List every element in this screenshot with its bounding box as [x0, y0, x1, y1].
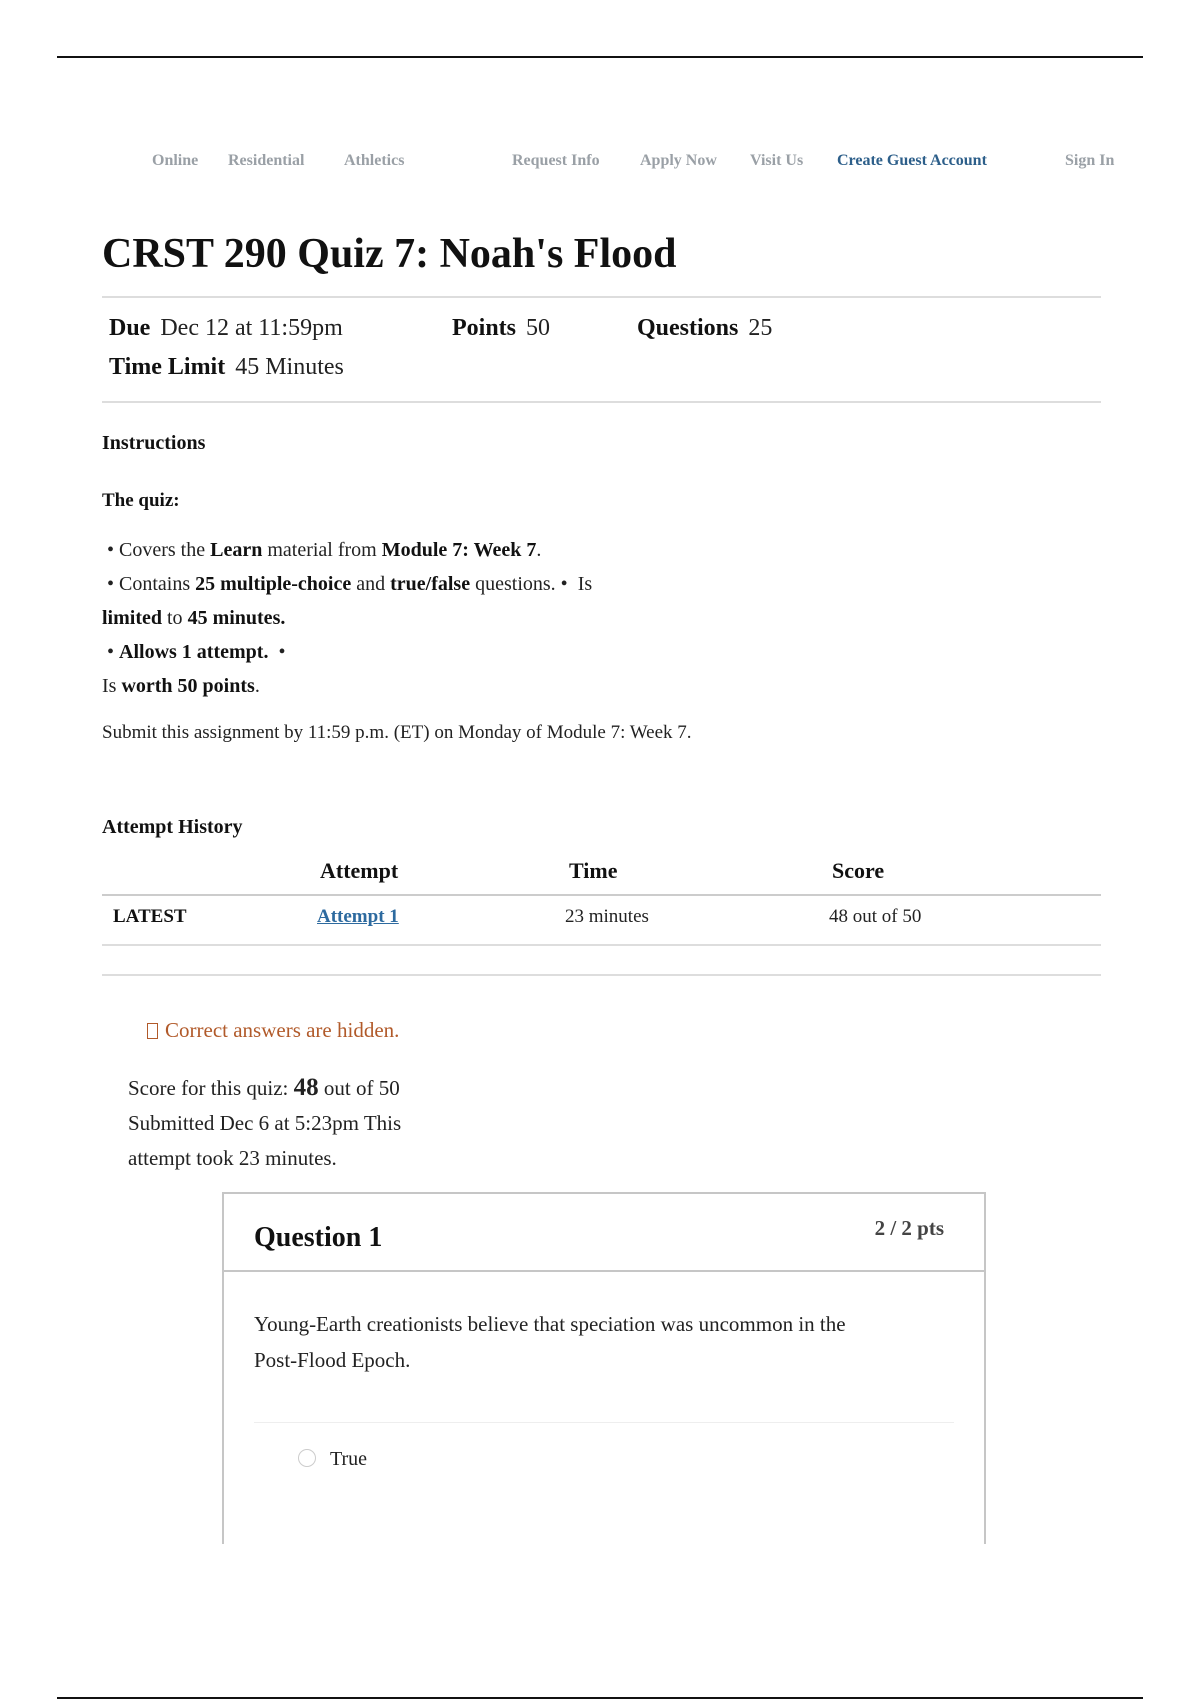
instructions-text: to: [167, 607, 183, 629]
instructions-emphasis: 25 multiple-choice: [195, 573, 352, 595]
list-item-continuation: [102, 601, 742, 635]
due-value: Dec 12 at 11:59pm: [160, 315, 343, 341]
instructions-heading: Instructions: [102, 432, 206, 454]
quiz-subheading: The quiz:: [102, 490, 180, 511]
latest-label: LATEST: [113, 906, 187, 927]
table-header-row: [102, 852, 1101, 896]
answer-label: True: [330, 1448, 368, 1470]
score-label: Score for this quiz:: [128, 1076, 289, 1100]
instructions-emphasis: true/false: [390, 573, 471, 595]
points-label: Points: [452, 315, 517, 341]
nav-online-link[interactable]: Online: [152, 152, 199, 169]
list-item: • Allows 1 attempt. •: [102, 641, 286, 663]
score-total: out of 50: [323, 1076, 400, 1100]
instructions-emphasis: Allows 1 attempt.: [119, 641, 269, 663]
submit-note: Submit this assignment by 11:59 p.m. (ET) on Monday of Module 7: Week 7.: [102, 722, 692, 743]
attempt-history-heading: Attempt History: [102, 816, 243, 838]
correct-answers-hidden-note: [147, 1018, 399, 1043]
list-item-continuation: Is worth 50 points.: [102, 675, 260, 697]
nav-athletics-link[interactable]: Athletics: [344, 152, 405, 169]
radio-button[interactable]: [298, 1449, 316, 1467]
results-divider: [102, 974, 1101, 976]
submitted-line: Submitted Dec 6 at 5:23pm This: [128, 1111, 402, 1135]
instructions-text: Contains: [119, 573, 191, 595]
instructions-emphasis: Learn: [210, 539, 263, 561]
score-line: [128, 1070, 458, 1106]
instructions-list: [102, 533, 742, 703]
instructions-emphasis: Module 7: Week 7: [381, 539, 537, 561]
instructions-text: questions.: [475, 573, 556, 595]
instructions-text: and: [356, 573, 386, 595]
nav-residential-link[interactable]: Residential: [228, 152, 305, 169]
due-label: Due: [109, 315, 151, 341]
missing-glyph-icon: [147, 1023, 158, 1039]
nav-request-info-link[interactable]: Request Info: [512, 152, 600, 169]
time-limit-field: [109, 354, 344, 381]
points-value: 50: [526, 315, 551, 341]
questions-label: Questions: [637, 315, 739, 341]
list-item: • Contains 25 multiple-choice and true/false questions. • Is: [102, 573, 593, 595]
answer-option-true[interactable]: [298, 1448, 367, 1471]
column-header-attempt: Attempt: [320, 858, 399, 883]
instructions-text: Is: [102, 675, 117, 697]
time-limit-value: 45 Minutes: [235, 354, 344, 380]
attempt-1-link[interactable]: Attempt 1: [317, 906, 399, 927]
instructions-emphasis: limited: [102, 607, 162, 629]
question-divider: [254, 1422, 954, 1423]
time-limit-label: Time Limit: [109, 354, 226, 380]
question-text: Young-Earth creationists believe that speciation was uncommon in the Post-Flood Epoch.: [254, 1312, 846, 1372]
nav-sign-in-link[interactable]: Sign In: [1065, 152, 1115, 169]
questions-value: 25: [748, 315, 773, 341]
hidden-note-text: Correct answers are hidden.: [165, 1018, 400, 1042]
question-header: [224, 1194, 984, 1272]
points-field: [452, 315, 550, 342]
instructions-text: material from: [267, 539, 377, 561]
question-card: [222, 1192, 986, 1544]
page-top-rule: [57, 56, 1143, 58]
attempt-history-table: [102, 852, 1101, 946]
title-divider: [102, 296, 1101, 298]
question-title: Question 1: [254, 1222, 383, 1253]
page-title: CRST 290 Quiz 7: Noah's Flood: [102, 231, 677, 277]
due-field: [109, 315, 343, 342]
list-item: • Covers the Learn material from Module 7: Week 7.: [102, 539, 542, 561]
instructions-emphasis: 45 minutes.: [187, 607, 286, 629]
nav-create-guest-account-link[interactable]: Create Guest Account: [837, 152, 987, 169]
attempt-score: 48 out of 50: [829, 906, 922, 927]
column-header-score: Score: [832, 858, 885, 883]
questions-field: [637, 315, 772, 342]
attempt-took-line: attempt took 23 minutes.: [128, 1146, 337, 1170]
meta-divider: [102, 401, 1101, 403]
attempt-time: 23 minutes: [565, 906, 649, 927]
top-nav: [0, 152, 1200, 176]
page-bottom-rule: [57, 1697, 1143, 1699]
instructions-text: Covers the: [119, 539, 206, 561]
nav-apply-now-link[interactable]: Apply Now: [640, 152, 717, 169]
instructions-emphasis: worth 50 points: [121, 675, 255, 697]
column-header-time: Time: [569, 858, 618, 883]
score-summary: [128, 1070, 458, 1176]
question-points: 2 / 2 pts: [874, 1216, 944, 1240]
table-row: [102, 896, 1101, 946]
instructions-text: Is: [577, 573, 593, 595]
nav-visit-us-link[interactable]: Visit Us: [750, 152, 804, 169]
score-value: 48: [293, 1074, 319, 1101]
